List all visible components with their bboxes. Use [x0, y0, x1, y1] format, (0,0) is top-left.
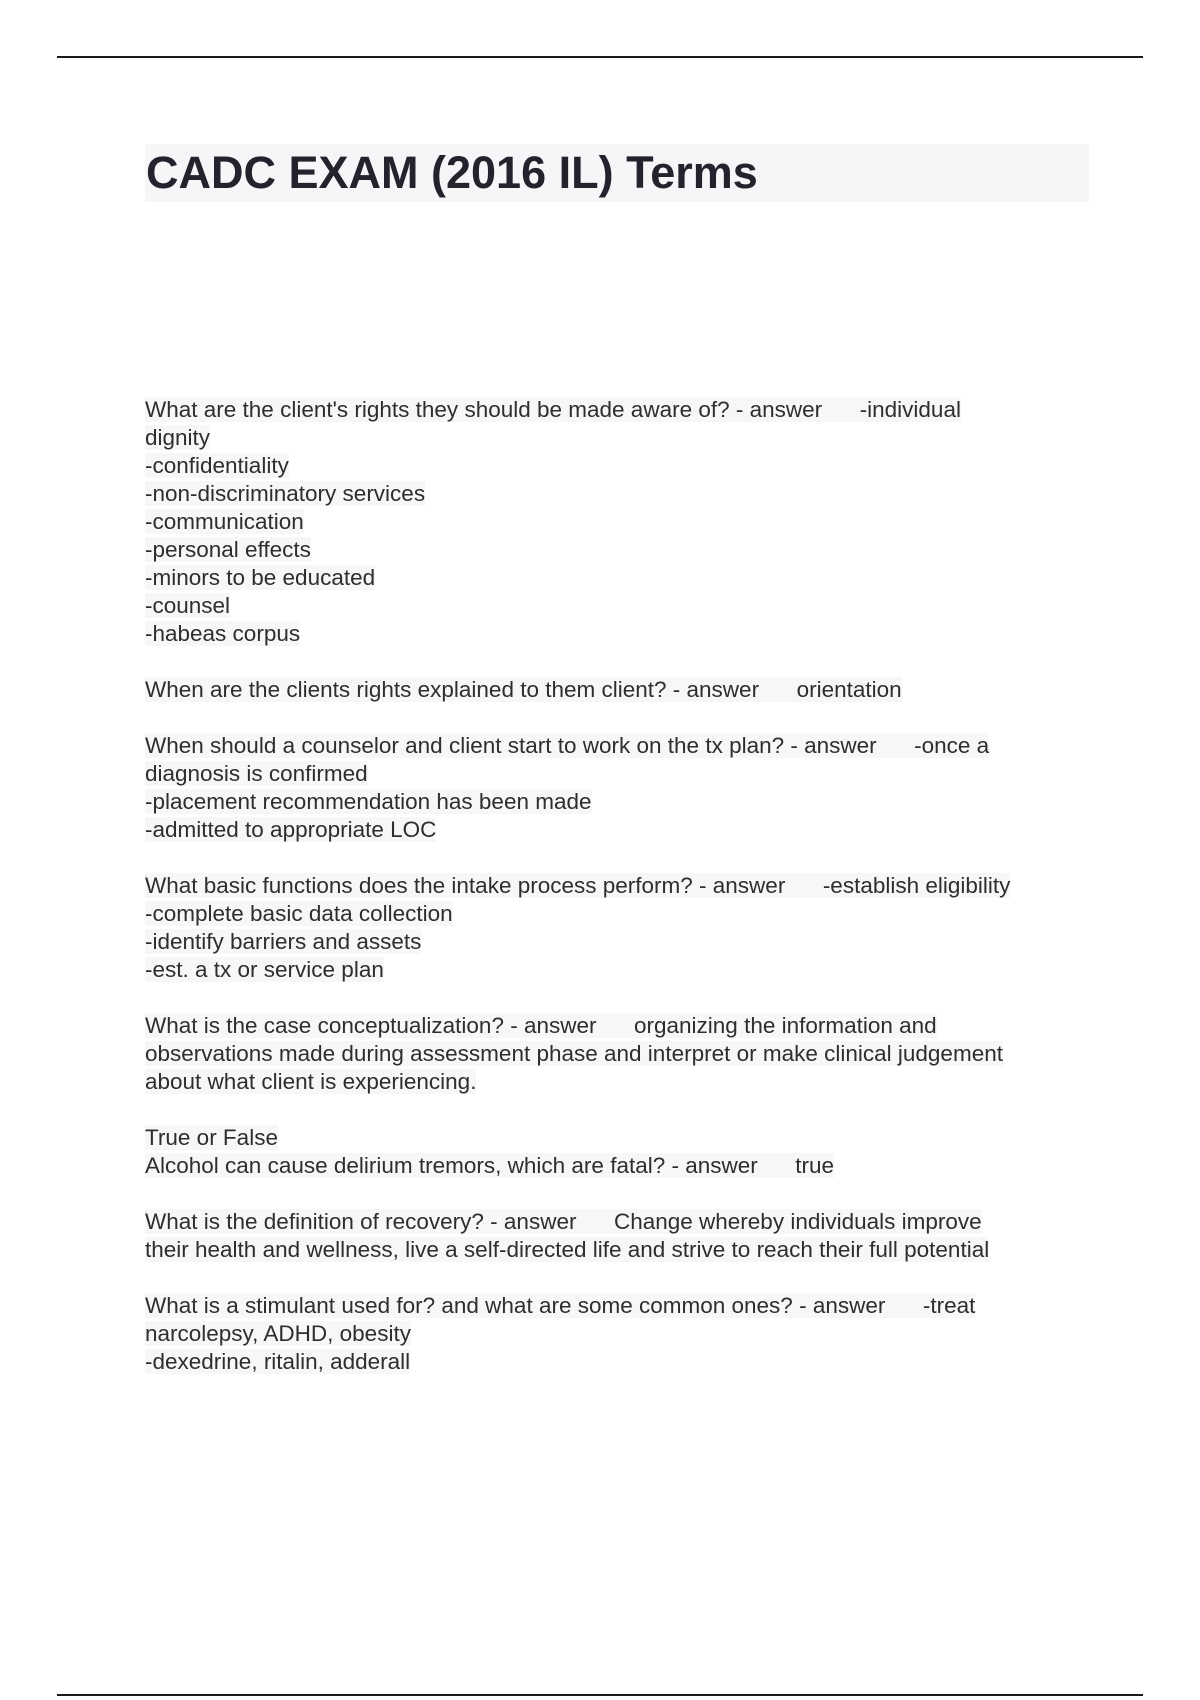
qa-answer-line: -identify barriers and assets — [145, 929, 422, 954]
qa-answer-line: diagnosis is confirmed — [145, 761, 368, 786]
document-title: CADC EXAM (2016 IL) Terms — [146, 147, 758, 198]
qa-question-line: When are the clients rights explained to them client? - answer orientation — [145, 677, 902, 702]
qa-card — [145, 1124, 1085, 1180]
qa-answer-line: about what client is experiencing. — [145, 1069, 477, 1094]
qa-answer-line: dignity — [145, 425, 211, 450]
qa-card — [145, 872, 1085, 984]
qa-answer-line: Alcohol can cause delirium tremors, which are fatal? - answer true — [145, 1153, 835, 1178]
qa-list — [145, 396, 1085, 1404]
qa-question-line: True or False — [145, 1125, 278, 1150]
qa-answer-line: -communication — [145, 509, 304, 534]
qa-answer-line: -personal effects — [145, 537, 311, 562]
qa-answer-line: narcolepsy, ADHD, obesity — [145, 1321, 411, 1346]
qa-question-line: What basic functions does the intake process perform? - answer -establish eligibility — [145, 873, 1011, 898]
qa-answer-line: -admitted to appropriate LOC — [145, 817, 437, 842]
qa-answer-line: observations made during assessment phase and interpret or make clinical judgement — [145, 1041, 1003, 1066]
qa-question-line: What are the client's rights they should be made aware of? - answer -individual — [145, 397, 961, 422]
qa-answer-line: -dexedrine, ritalin, adderall — [145, 1349, 411, 1374]
qa-card — [145, 732, 1085, 844]
qa-question-line: What is a stimulant used for? and what are some common ones? - answer -treat — [145, 1293, 976, 1318]
qa-answer-line: -minors to be educated — [145, 565, 376, 590]
qa-answer-line: -counsel — [145, 593, 231, 618]
header-rule — [57, 56, 1143, 58]
qa-card — [145, 1208, 1085, 1264]
qa-answer-line: -est. a tx or service plan — [145, 957, 384, 982]
qa-question-line: What is the definition of recovery? - answer Change whereby individuals improve — [145, 1209, 982, 1234]
qa-answer-line: -complete basic data collection — [145, 901, 453, 926]
qa-question-line: When should a counselor and client start to work on the tx plan? - answer -once a — [145, 733, 990, 758]
qa-answer-line: their health and wellness, live a self-directed life and strive to reach their full potential — [145, 1237, 990, 1262]
qa-card — [145, 676, 1085, 704]
footer-rule — [57, 1694, 1143, 1696]
qa-answer-line: -habeas corpus — [145, 621, 301, 646]
qa-card — [145, 396, 1085, 648]
qa-answer-line: -non-discriminatory services — [145, 481, 426, 506]
qa-question-line: What is the case conceptualization? - answer organizing the information and — [145, 1013, 937, 1038]
qa-card — [145, 1012, 1085, 1096]
qa-card — [145, 1292, 1085, 1376]
qa-answer-line: -placement recommendation has been made — [145, 789, 592, 814]
qa-answer-line: -confidentiality — [145, 453, 289, 478]
